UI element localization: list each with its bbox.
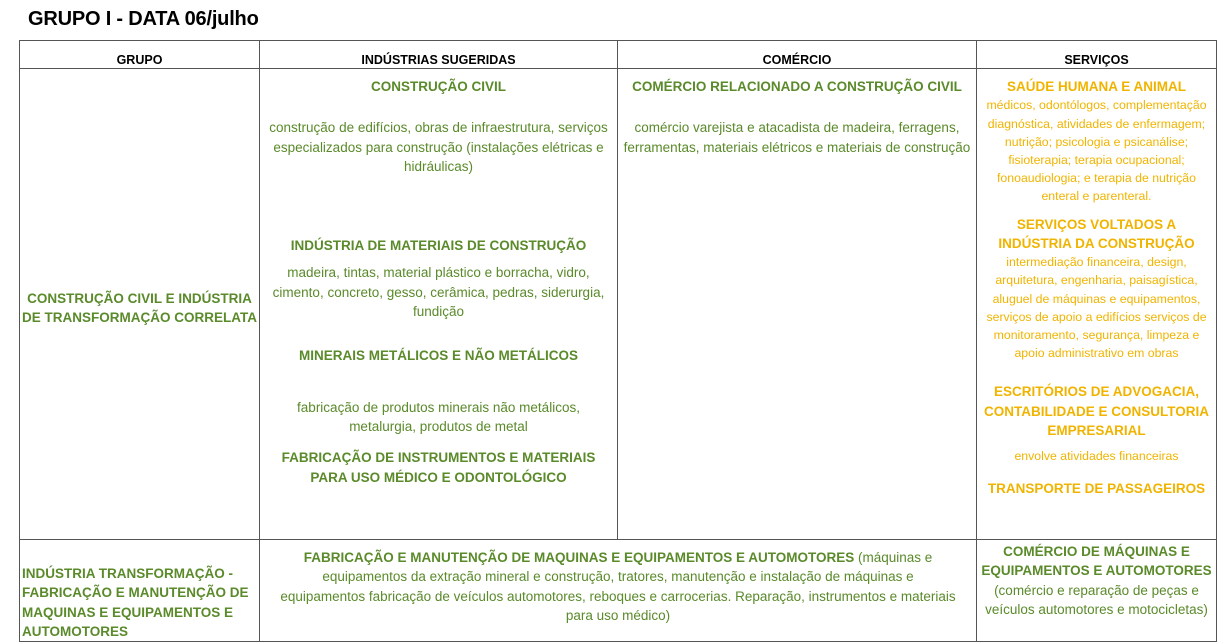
page-title: GRUPO I - DATA 06/julho (28, 8, 259, 30)
industrias-comercio-cell (260, 540, 977, 642)
grupo-label: CONSTRUÇÃO CIVIL E INDÚSTRIA DE TRANSFORMAÇÃO CORRELATA (22, 290, 257, 325)
servico-heading: TRANSPORTE DE PASSAGEIROS (987, 481, 1206, 497)
comercio-cell (618, 69, 977, 540)
industria-heading: FABRICAÇÃO E MANUTENÇÃO DE MAQUINAS E EQUIPAMENTOS E AUTOMOTORES (303, 550, 855, 565)
industrias-cell (260, 69, 618, 540)
industria-text: construção de edifícios, obras de infraestrutura, serviços especializados para construção (instalações elétricas e hidráulicas) (269, 120, 608, 174)
comercio-text: comércio varejista e atacadista de madeira, ferragens, ferramentas, materiais elétricos e materiais de construção (623, 120, 971, 155)
servico-text: (comércio e reparação de peças e veículos automotores e motocicletas) (985, 582, 1208, 617)
servicos-cell (977, 69, 1217, 540)
servico-text: médicos, odontólogos, complementação diagnóstica, atividades de enfermagem; nutrição; psicologia e psicanálise; fisioterapia; terapia ocupacional; fonoaudiologia; e terapia de nutrição enteral e parenteral. (986, 98, 1207, 204)
grupo-label: INDÚSTRIA TRANSFORMAÇÃO - FABRICAÇÃO E MANUTENÇÃO DE MAQUINAS E EQUIPAMENTOS E AUTOMOTORES (22, 566, 249, 639)
servico-heading: SERVIÇOS VOLTADOS A INDÚSTRIA DA CONSTRUÇÃO (998, 216, 1195, 251)
servico-text: intermediação financeira, design, arquitetura, engenharia, paisagística, aluguel de máquinas e equipamentos, serviços de apoio a edifícios serviços de monitoramento, segurança, limpeza e apoio administrativo em obras (986, 255, 1207, 361)
grupo-cell (20, 540, 260, 642)
group-table (19, 40, 1217, 642)
industria-heading: CONSTRUÇÃO CIVIL (371, 79, 506, 94)
header-row (20, 41, 1217, 69)
industria-text: madeira, tintas, material plástico e borracha, vidro, cimento, concreto, gesso, cerâmica, pedras, siderurgia, fundição (272, 265, 605, 320)
header-industrias: INDÚSTRIAS SUGERIDAS (260, 41, 618, 69)
servico-heading: SAÚDE HUMANA E ANIMAL (1007, 79, 1186, 94)
industria-heading: FABRICAÇÃO DE INSTRUMENTOS E MATERIAIS PARA USO MÉDICO E ODONTOLÓGICO (281, 450, 596, 485)
table-row (20, 69, 1217, 540)
industria-text: (máquinas e equipamentos da extração mineral e construção, tratores, manutenção e instalação de máquinas e equipamentos fabricação de veículos automotores, reboques e carrocerias. Reparação, instrumentos e materiais para uso médico) (280, 550, 956, 623)
industria-heading: INDÚSTRIA DE MATERIAIS DE CONSTRUÇÃO (290, 238, 587, 254)
industria-heading: MINERAIS METÁLICOS E NÃO METÁLICOS (298, 348, 578, 364)
header-servicos: SERVIÇOS (977, 41, 1217, 69)
industria-paragraph (280, 548, 956, 625)
header-grupo: GRUPO (20, 41, 260, 69)
header-comercio: COMÉRCIO (618, 41, 977, 69)
servicos-cell (977, 540, 1217, 642)
grupo-cell (20, 69, 260, 540)
servico-heading: COMÉRCIO DE MÁQUINAS E EQUIPAMENTOS E AUTOMOTORES (981, 544, 1212, 579)
comercio-heading: COMÉRCIO RELACIONADO A CONSTRUÇÃO CIVIL (632, 79, 962, 94)
servico-heading: ESCRITÓRIOS DE ADVOGACIA, CONTABILIDADE E CONSULTORIA EMPRESARIAL (984, 384, 1209, 438)
industria-text: fabricação de produtos minerais não metálicos, metalurgia, produtos de metal (297, 399, 580, 434)
servico-text: envolve atividades financeiras (1014, 449, 1179, 464)
table-row (20, 540, 1217, 642)
